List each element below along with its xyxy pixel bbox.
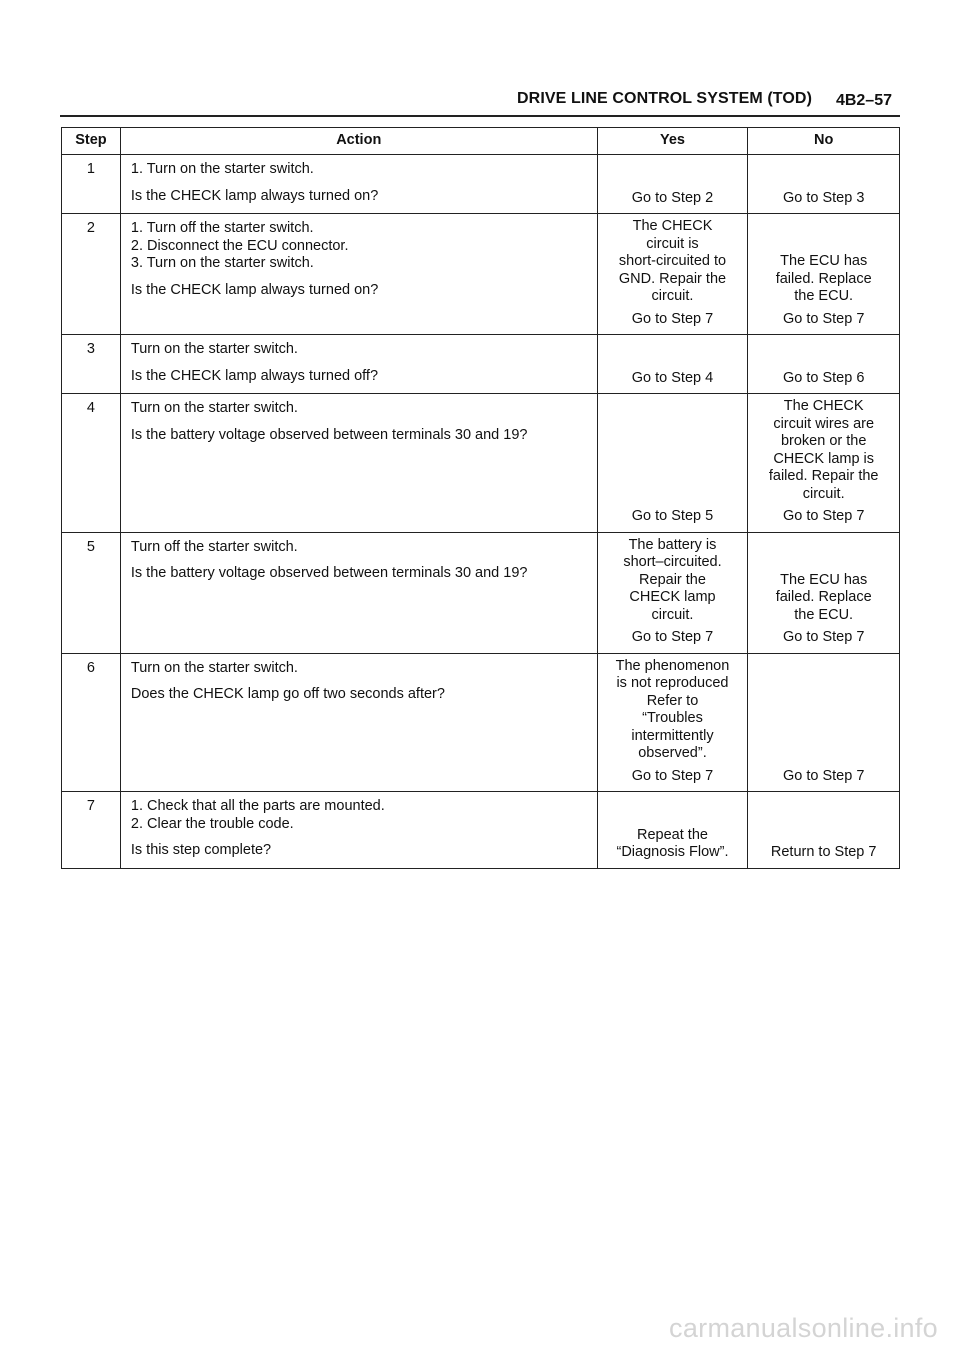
action-line: 1. Turn on the starter switch. <box>130 161 314 177</box>
result-no-cell <box>748 335 900 394</box>
table-header-row <box>62 128 900 155</box>
action-question: Is the CHECK lamp always turned on? <box>130 281 379 298</box>
result-no-cell <box>748 532 900 653</box>
page-number: 4B2–57 <box>835 92 892 109</box>
header-rule <box>60 115 900 117</box>
action-question: Is the battery voltage observed between terminals 30 and 19? <box>130 426 528 443</box>
action-question: Is this step complete? <box>130 842 272 858</box>
result-yes-goto: Go to Step 4 <box>631 369 714 386</box>
result-no-goto: Go to Step 7 <box>782 508 865 524</box>
result-yes-cell <box>597 394 748 533</box>
result-no-cell <box>748 155 900 214</box>
action-line: 1. Turn off the starter switch. <box>130 220 314 236</box>
action-cell <box>120 792 597 869</box>
result-no-goto: Go to Step 6 <box>782 369 865 386</box>
table-row <box>62 792 900 869</box>
result-no-text: The ECU has failed. Replace the ECU. <box>775 253 872 304</box>
result-no-goto: Go to Step 7 <box>782 767 865 784</box>
table-row <box>62 335 900 394</box>
action-line: Turn on the starter switch. <box>130 341 298 357</box>
result-no-goto: Go to Step 7 <box>782 629 865 645</box>
action-cell <box>120 653 597 792</box>
table-row <box>62 214 900 335</box>
column-header-action: Action <box>120 128 597 155</box>
action-line: 2. Disconnect the ECU connector. <box>130 237 349 254</box>
step-number: 3 <box>62 335 121 394</box>
action-cell <box>120 532 597 653</box>
result-yes-cell <box>597 532 748 653</box>
table-row <box>62 394 900 533</box>
action-line: Turn on the starter switch. <box>130 659 298 676</box>
action-line: Turn on the starter switch. <box>130 400 298 416</box>
column-header-step: Step <box>62 128 121 155</box>
result-yes-text: The CHECK circuit is short-circuited to GND. Repair the circuit. <box>618 218 727 304</box>
result-yes-cell <box>597 155 748 214</box>
result-yes-cell <box>597 653 748 792</box>
action-cell <box>120 155 597 214</box>
result-yes-text: The phenomenon is not reproduced Refer to “Troubles intermittently observed”. <box>615 657 730 761</box>
watermark: carmanualsonline.info <box>669 1313 938 1343</box>
result-no-cell <box>748 214 900 335</box>
result-no-goto: Go to Step 3 <box>782 189 865 206</box>
table-row <box>62 155 900 214</box>
table-row <box>62 532 900 653</box>
result-yes-goto: Go to Step 2 <box>631 189 714 206</box>
result-no-cell <box>748 792 900 869</box>
result-yes-goto: Go to Step 5 <box>631 508 714 524</box>
result-yes-cell <box>597 792 748 869</box>
diagnosis-table <box>61 127 900 869</box>
result-yes-cell <box>597 214 748 335</box>
table-row <box>62 653 900 792</box>
column-header-yes: Yes <box>597 128 748 155</box>
result-no-goto: Go to Step 7 <box>782 310 865 327</box>
result-no-goto: Return to Step 7 <box>770 844 877 860</box>
page-header <box>60 88 900 116</box>
result-no-cell <box>748 653 900 792</box>
step-number: 4 <box>62 394 121 533</box>
section-title: DRIVE LINE CONTROL SYSTEM (TOD) <box>517 90 812 107</box>
result-yes-cell <box>597 335 748 394</box>
result-yes-goto: Go to Step 7 <box>631 767 714 784</box>
result-no-text: The ECU has failed. Replace the ECU. <box>775 571 872 623</box>
action-question: Is the CHECK lamp always turned off? <box>130 367 379 384</box>
step-number: 5 <box>62 532 121 653</box>
step-number: 1 <box>62 155 121 214</box>
result-yes-text: The battery is short–circuited. Repair the CHECK lamp circuit. <box>623 536 722 623</box>
action-line: Turn off the starter switch. <box>130 538 298 555</box>
action-cell <box>120 335 597 394</box>
step-number: 6 <box>62 653 121 792</box>
action-question: Does the CHECK lamp go off two seconds after? <box>130 686 445 702</box>
step-number: 7 <box>62 792 121 869</box>
step-number: 2 <box>62 214 121 335</box>
action-line: 3. Turn on the starter switch. <box>130 255 314 271</box>
action-cell <box>120 394 597 533</box>
result-yes-goto: Go to Step 7 <box>631 310 714 327</box>
action-line: 2. Clear the trouble code. <box>130 815 294 832</box>
action-question: Is the CHECK lamp always turned on? <box>130 187 379 204</box>
action-cell <box>120 214 597 335</box>
result-no-cell <box>748 394 900 533</box>
result-yes-goto: Go to Step 7 <box>631 629 714 645</box>
action-question: Is the battery voltage observed between terminals 30 and 19? <box>130 565 528 581</box>
result-no-text: The CHECK circuit wires are broken or the CHECK lamp is failed. Repair the circuit. <box>768 398 879 502</box>
column-header-no: No <box>748 128 900 155</box>
result-yes-text: Repeat the “Diagnosis Flow”. <box>616 826 729 860</box>
action-line: 1. Check that all the parts are mounted. <box>130 798 385 814</box>
